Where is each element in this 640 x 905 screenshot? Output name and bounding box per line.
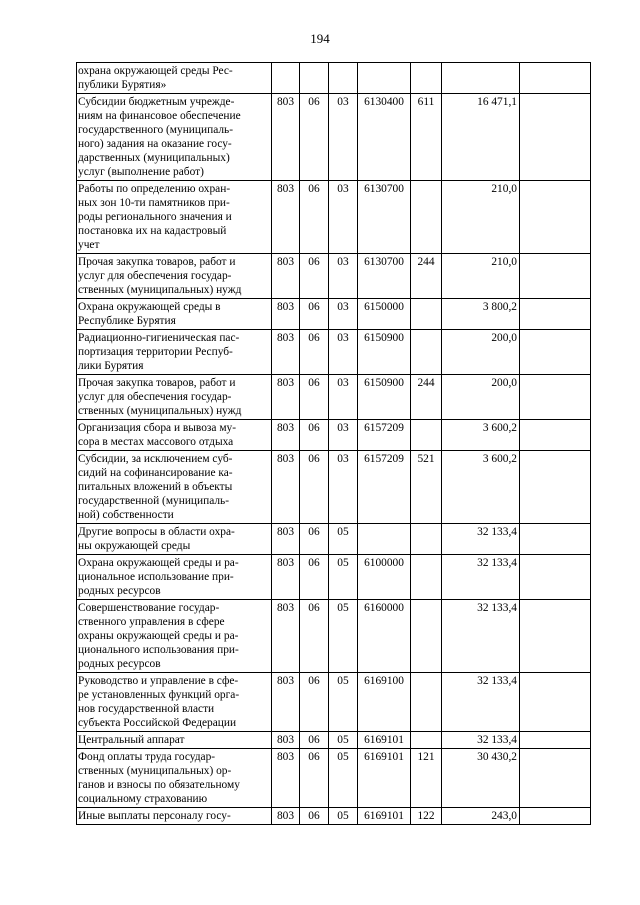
empty-cell <box>520 673 591 732</box>
expense-type-code-cell: 611 <box>411 94 442 181</box>
budget-table <box>76 62 591 825</box>
section-code-cell: 06 <box>300 94 329 181</box>
expense-type-code-cell <box>411 673 442 732</box>
amount-cell: 3 600,2 <box>442 451 520 524</box>
table-row <box>77 732 591 749</box>
item-name-line: государственной (муниципаль- <box>78 495 230 507</box>
subsection-code-cell: 03 <box>329 451 358 524</box>
item-name-cell <box>77 299 272 330</box>
target-article-code-cell: 6130700 <box>358 254 411 299</box>
target-article-code-cell: 6157209 <box>358 420 411 451</box>
item-name-line: портизация территории Респуб- <box>78 346 233 358</box>
table-row <box>77 524 591 555</box>
subsection-code-cell: 05 <box>329 673 358 732</box>
subsection-code-cell: 03 <box>329 299 358 330</box>
department-code-cell: 803 <box>272 420 300 451</box>
target-article-code-cell: 6169101 <box>358 732 411 749</box>
empty-cell <box>520 375 591 420</box>
amount-cell: 32 133,4 <box>442 524 520 555</box>
item-name-line: Организация сбора и вывоза му- <box>78 422 237 434</box>
page-number: 194 <box>310 31 330 46</box>
empty-cell <box>520 451 591 524</box>
item-name-line: публики Бурятия» <box>78 79 167 91</box>
item-name-line: учет <box>78 239 100 251</box>
item-name-cell <box>77 330 272 375</box>
item-name-cell <box>77 94 272 181</box>
target-article-code-cell: 6160000 <box>358 600 411 673</box>
target-article-code-cell: 6169100 <box>358 673 411 732</box>
item-name-line: циональное использование при- <box>78 571 234 583</box>
item-name-line: Радиационно-гигиеническая пас- <box>78 332 240 344</box>
target-article-code-cell: 6150900 <box>358 375 411 420</box>
amount-cell: 32 133,4 <box>442 555 520 600</box>
item-name-line: Работы по определению охран- <box>78 183 231 195</box>
item-name-line: ных зон 10-ти памятников при- <box>78 197 230 209</box>
item-name-line: ционального использования при- <box>78 644 239 656</box>
empty-cell <box>520 63 591 94</box>
section-code-cell: 06 <box>300 375 329 420</box>
table-row <box>77 808 591 825</box>
subsection-code-cell: 05 <box>329 749 358 808</box>
item-name-line: услуг для обеспечения государ- <box>78 270 232 282</box>
empty-cell <box>520 732 591 749</box>
target-article-code-cell: 6130700 <box>358 181 411 254</box>
amount-cell <box>442 63 520 94</box>
department-code-cell: 803 <box>272 673 300 732</box>
item-name-line: ганов и взносы по обязательному <box>78 779 240 791</box>
department-code-cell: 803 <box>272 94 300 181</box>
subsection-code-cell: 03 <box>329 94 358 181</box>
item-name-cell <box>77 673 272 732</box>
subsection-code-cell: 03 <box>329 375 358 420</box>
item-name-line: Центральный аппарат <box>78 734 185 746</box>
item-name-cell <box>77 524 272 555</box>
item-name-line: ственных (муниципальных) нужд <box>78 284 242 296</box>
target-article-code-cell <box>358 63 411 94</box>
expense-type-code-cell <box>411 555 442 600</box>
item-name-line: ственного управления в сфере <box>78 616 225 628</box>
item-name-line: ного) задания на оказание госу- <box>78 138 232 150</box>
empty-cell <box>520 749 591 808</box>
item-name-line: Другие вопросы в области охра- <box>78 526 235 538</box>
section-code-cell: 06 <box>300 749 329 808</box>
amount-cell: 32 133,4 <box>442 732 520 749</box>
item-name-line: роды регионального значения и <box>78 211 232 223</box>
table-row <box>77 330 591 375</box>
empty-cell <box>520 555 591 600</box>
empty-cell <box>520 524 591 555</box>
item-name-line: ниям на финансовое обеспечение <box>78 110 241 122</box>
item-name-line: ственных (муниципальных) ор- <box>78 765 232 777</box>
department-code-cell: 803 <box>272 555 300 600</box>
department-code-cell: 803 <box>272 524 300 555</box>
section-code-cell: 06 <box>300 673 329 732</box>
subsection-code-cell <box>329 63 358 94</box>
subsection-code-cell: 05 <box>329 555 358 600</box>
amount-cell: 243,0 <box>442 808 520 825</box>
table-row <box>77 94 591 181</box>
table-row <box>77 555 591 600</box>
subsection-code-cell: 03 <box>329 330 358 375</box>
amount-cell: 3 600,2 <box>442 420 520 451</box>
expense-type-code-cell: 244 <box>411 254 442 299</box>
item-name-line: Охрана окружающей среды в <box>78 301 221 313</box>
item-name-line: Совершенствование государ- <box>78 602 220 614</box>
section-code-cell: 06 <box>300 451 329 524</box>
item-name-line: Руководство и управление в сфе- <box>78 675 239 687</box>
amount-cell: 200,0 <box>442 330 520 375</box>
item-name-line: государственного (муниципаль- <box>78 124 234 136</box>
item-name-cell <box>77 375 272 420</box>
expense-type-code-cell <box>411 63 442 94</box>
expense-type-code-cell <box>411 330 442 375</box>
subsection-code-cell: 03 <box>329 181 358 254</box>
expense-type-code-cell <box>411 524 442 555</box>
item-name-cell <box>77 420 272 451</box>
expense-type-code-cell: 121 <box>411 749 442 808</box>
item-name-line: Субсидии, за исключением суб- <box>78 453 233 465</box>
section-code-cell: 06 <box>300 299 329 330</box>
target-article-code-cell: 6157209 <box>358 451 411 524</box>
target-article-code-cell: 6150900 <box>358 330 411 375</box>
item-name-line: дарственных (муниципальных) <box>78 152 230 164</box>
amount-cell: 210,0 <box>442 181 520 254</box>
item-name-line: сора в местах массового отдыха <box>78 436 234 448</box>
empty-cell <box>520 94 591 181</box>
target-article-code-cell: 6100000 <box>358 555 411 600</box>
amount-cell: 32 133,4 <box>442 673 520 732</box>
item-name-line: ственных (муниципальных) нужд <box>78 405 242 417</box>
department-code-cell: 803 <box>272 299 300 330</box>
item-name-cell <box>77 451 272 524</box>
item-name-cell <box>77 254 272 299</box>
item-name-line: лики Бурятия <box>78 360 144 372</box>
table-row <box>77 600 591 673</box>
item-name-line: Прочая закупка товаров, работ и <box>78 256 236 268</box>
section-code-cell <box>300 63 329 94</box>
amount-cell: 16 471,1 <box>442 94 520 181</box>
empty-cell <box>520 299 591 330</box>
section-code-cell: 06 <box>300 524 329 555</box>
empty-cell <box>520 600 591 673</box>
subsection-code-cell: 05 <box>329 600 358 673</box>
table-row <box>77 181 591 254</box>
budget-table-body <box>77 63 591 825</box>
department-code-cell: 803 <box>272 749 300 808</box>
department-code-cell: 803 <box>272 808 300 825</box>
department-code-cell: 803 <box>272 600 300 673</box>
item-name-cell <box>77 63 272 94</box>
table-row <box>77 749 591 808</box>
expense-type-code-cell <box>411 181 442 254</box>
target-article-code-cell <box>358 524 411 555</box>
item-name-line: Фонд оплаты труда государ- <box>78 751 216 763</box>
empty-cell <box>520 420 591 451</box>
item-name-line: Республике Бурятия <box>78 315 176 327</box>
amount-cell: 210,0 <box>442 254 520 299</box>
item-name-line: Иные выплаты персоналу госу- <box>78 810 231 822</box>
item-name-cell <box>77 181 272 254</box>
item-name-line: услуг для обеспечения государ- <box>78 391 232 403</box>
section-code-cell: 06 <box>300 600 329 673</box>
expense-type-code-cell <box>411 299 442 330</box>
item-name-line: Охрана окружающей среды и ра- <box>78 557 239 569</box>
item-name-cell <box>77 555 272 600</box>
table-row <box>77 673 591 732</box>
item-name-line: питальных вложений в объекты <box>78 481 233 493</box>
item-name-line: нов государственной власти <box>78 703 215 715</box>
item-name-cell <box>77 732 272 749</box>
department-code-cell: 803 <box>272 375 300 420</box>
section-code-cell: 06 <box>300 254 329 299</box>
expense-type-code-cell: 244 <box>411 375 442 420</box>
section-code-cell: 06 <box>300 732 329 749</box>
department-code-cell: 803 <box>272 451 300 524</box>
item-name-line: охраны окружающей среды и ра- <box>78 630 239 642</box>
item-name-line: субъекта Российской Федерации <box>78 717 237 729</box>
item-name-cell <box>77 808 272 825</box>
item-name-line: Прочая закупка товаров, работ и <box>78 377 236 389</box>
section-code-cell: 06 <box>300 420 329 451</box>
subsection-code-cell: 03 <box>329 420 358 451</box>
department-code-cell: 803 <box>272 330 300 375</box>
item-name-cell <box>77 749 272 808</box>
target-article-code-cell: 6130400 <box>358 94 411 181</box>
expense-type-code-cell <box>411 600 442 673</box>
table-row <box>77 299 591 330</box>
amount-cell: 3 800,2 <box>442 299 520 330</box>
expense-type-code-cell <box>411 732 442 749</box>
item-name-line: ны окружающей среды <box>78 540 191 552</box>
table-row <box>77 375 591 420</box>
amount-cell: 32 133,4 <box>442 600 520 673</box>
section-code-cell: 06 <box>300 555 329 600</box>
target-article-code-cell: 6169101 <box>358 808 411 825</box>
item-name-line: ре установленных функций орга- <box>78 689 240 701</box>
department-code-cell: 803 <box>272 732 300 749</box>
department-code-cell <box>272 63 300 94</box>
table-row <box>77 451 591 524</box>
subsection-code-cell: 03 <box>329 254 358 299</box>
empty-cell <box>520 181 591 254</box>
expense-type-code-cell: 521 <box>411 451 442 524</box>
item-name-line: постановка их на кадастровый <box>78 225 227 237</box>
item-name-line: родных ресурсов <box>78 658 161 670</box>
department-code-cell: 803 <box>272 181 300 254</box>
expense-type-code-cell <box>411 420 442 451</box>
amount-cell: 200,0 <box>442 375 520 420</box>
target-article-code-cell: 6169101 <box>358 749 411 808</box>
subsection-code-cell: 05 <box>329 524 358 555</box>
item-name-line: социальному страхованию <box>78 793 208 805</box>
item-name-line: ной) собственности <box>78 509 174 521</box>
subsection-code-cell: 05 <box>329 732 358 749</box>
section-code-cell: 06 <box>300 181 329 254</box>
empty-cell <box>520 330 591 375</box>
expense-type-code-cell: 122 <box>411 808 442 825</box>
item-name-cell <box>77 600 272 673</box>
empty-cell <box>520 254 591 299</box>
target-article-code-cell: 6150000 <box>358 299 411 330</box>
item-name-line: Субсидии бюджетным учрежде- <box>78 96 235 108</box>
item-name-line: сидий на софинансирование ка- <box>78 467 233 479</box>
subsection-code-cell: 05 <box>329 808 358 825</box>
section-code-cell: 06 <box>300 808 329 825</box>
department-code-cell: 803 <box>272 254 300 299</box>
table-row <box>77 254 591 299</box>
amount-cell: 30 430,2 <box>442 749 520 808</box>
item-name-line: родных ресурсов <box>78 585 161 597</box>
section-code-cell: 06 <box>300 330 329 375</box>
table-row <box>77 63 591 94</box>
table-row <box>77 420 591 451</box>
item-name-line: услуг (выполнение работ) <box>78 166 204 178</box>
item-name-line: охрана окружающей среды Рес- <box>78 65 233 77</box>
empty-cell <box>520 808 591 825</box>
